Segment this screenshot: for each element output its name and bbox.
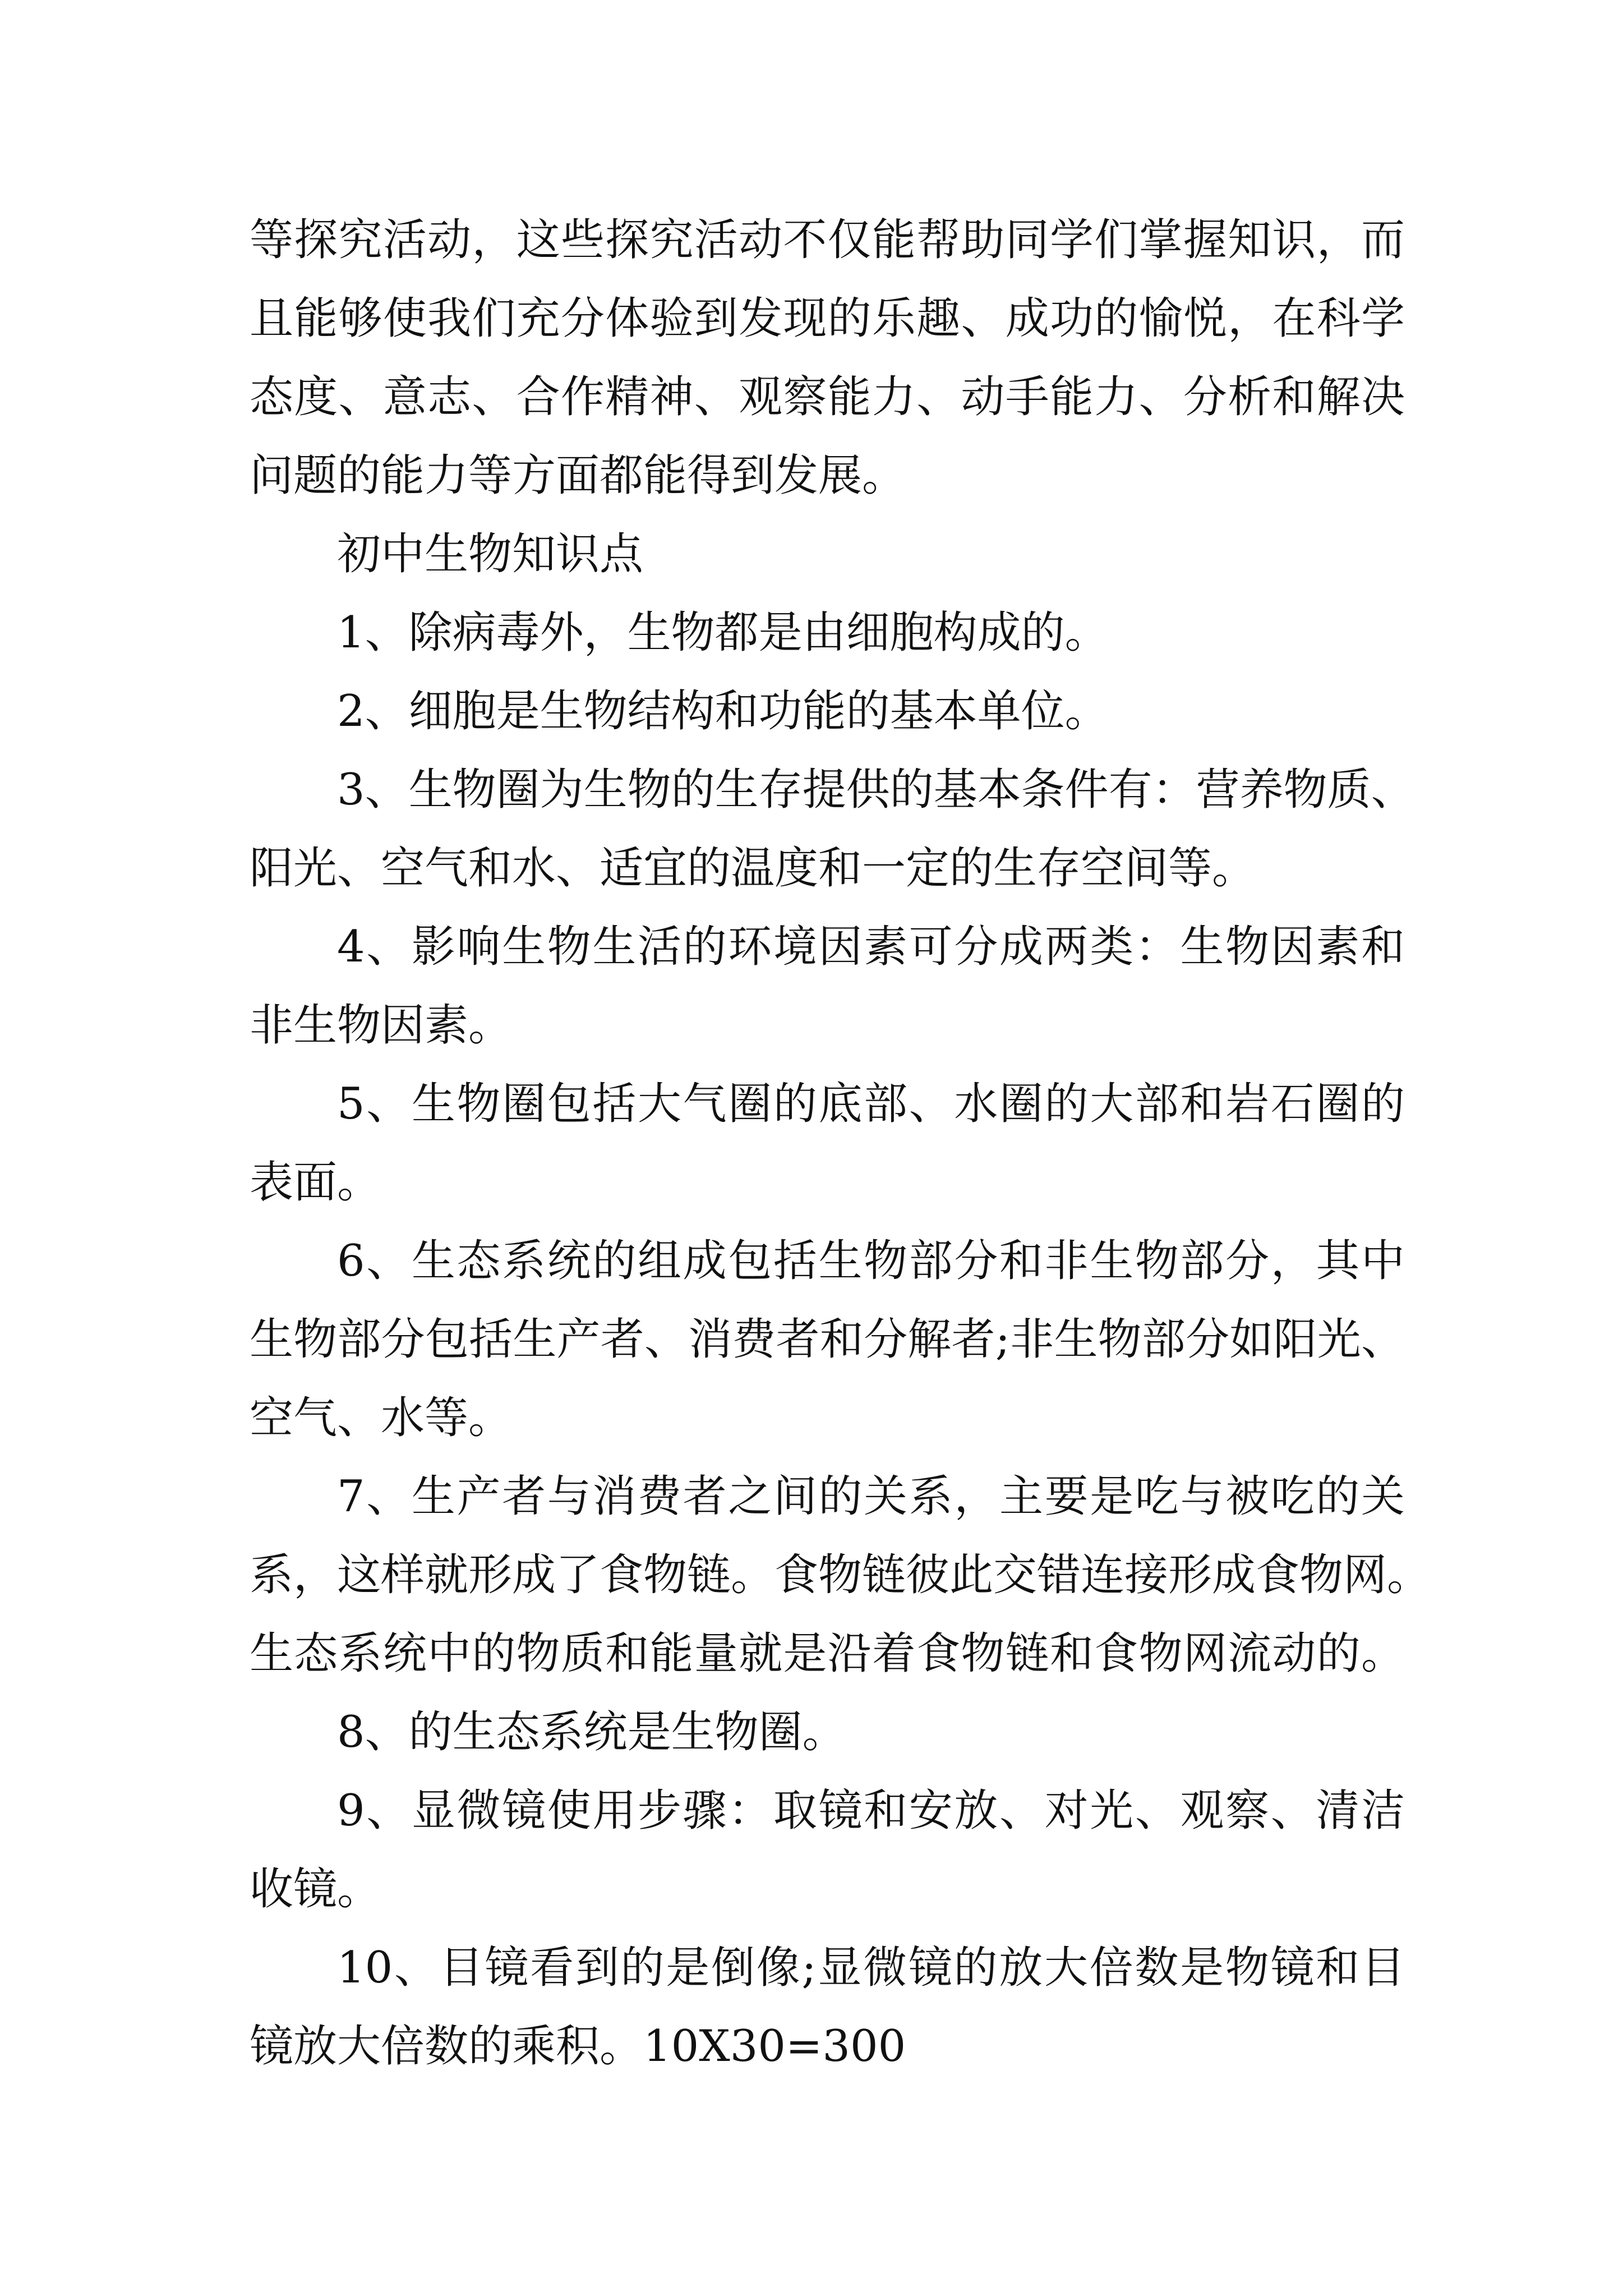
point-line: 生物部分包括生产者、消费者和分解者;非生物部分如阳光、: [250, 1314, 1405, 1365]
point-line: 生态系统中的物质和能量就是沿着食物链和食物网流动的。: [250, 1628, 1405, 1679]
point-line: 3、生物圈为生物的生存提供的基本条件有：营养物质、: [337, 765, 1415, 815]
point-line: 5、生物圈包括大气圈的底部、水圈的大部和岩石圈的: [337, 1079, 1405, 1129]
point-line: 阳光、空气和水、适宜的温度和一定的生存空间等。: [250, 843, 1256, 894]
intro-paragraph: [250, 201, 1405, 515]
point-2: [250, 672, 1405, 751]
point-6: [250, 1222, 1405, 1457]
intro-line: 态度、意志、合作精神、观察能力、动手能力、分析和解决: [250, 372, 1405, 422]
point-4: [250, 908, 1405, 1065]
point-line: 空气、水等。: [250, 1393, 513, 1443]
point-line: 8、的生态系统是生物圈。: [337, 1707, 846, 1757]
point-3: [250, 751, 1415, 908]
point-line: 4、影响生物生活的环境因素可分成两类：生物因素和: [337, 922, 1405, 972]
point-line: 9、显微镜使用步骤：取镜和安放、对光、观察、清洁: [337, 1786, 1405, 1836]
intro-line: 等探究活动，这些探究活动不仅能帮助同学们掌握知识，而: [250, 215, 1405, 265]
point-line: 收镜。: [250, 1864, 381, 1915]
point-line: 镜放大倍数的乘积。10X30=300: [250, 2021, 906, 2072]
point-line: 10、目镜看到的是倒像;显微镜的放大倍数是物镜和目: [337, 1943, 1405, 1993]
intro-line: 且能够使我们充分体验到发现的乐趣、成功的愉悦，在科学: [250, 293, 1405, 344]
point-line: 系，这样就形成了食物链。食物链彼此交错连接形成食物网。: [250, 1550, 1431, 1600]
point-9: [250, 1772, 1405, 1929]
document-body: [250, 201, 1431, 2086]
point-10: [250, 1929, 1405, 2086]
point-8: [250, 1693, 1405, 1772]
point-line: 非生物因素。: [250, 1000, 513, 1051]
point-5: [250, 1065, 1405, 1222]
point-line: 1、除病毒外，生物都是由细胞构成的。: [337, 608, 1109, 658]
point-1: [250, 593, 1405, 672]
point-line: 2、细胞是生物结构和功能的基本单位。: [337, 686, 1109, 737]
section-heading: 初中生物知识点: [337, 529, 644, 579]
point-line: 7、生产者与消费者之间的关系，主要是吃与被吃的关: [337, 1471, 1405, 1522]
intro-line: 问题的能力等方面都能得到发展。: [250, 450, 906, 501]
point-line: 6、生态系统的组成包括生物部分和非生物部分，其中: [337, 1236, 1405, 1286]
point-7: [250, 1457, 1431, 1693]
point-line: 表面。: [250, 1157, 381, 1208]
